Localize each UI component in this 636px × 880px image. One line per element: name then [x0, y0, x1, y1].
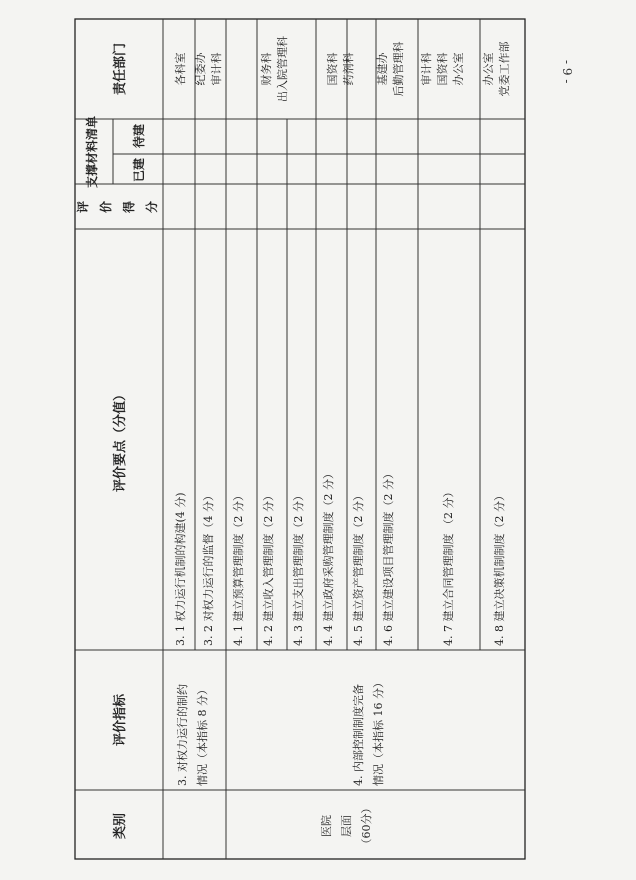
indicator-text: 4. 内部控制制度完备: [352, 684, 365, 786]
header-built: 已建: [132, 157, 146, 183]
category-text: （60分）: [360, 802, 373, 850]
department-text: 党委工作部: [498, 41, 511, 97]
department-text: 财务科: [260, 52, 273, 86]
department-text: 审计科: [210, 52, 223, 86]
key-point-text: 3. 2 对权力运行的监督（4 分）: [202, 490, 215, 646]
header-score: [75, 201, 159, 214]
score-char-2: 价: [99, 200, 113, 213]
key-point-text: 3. 1 权力运行机制的构建(4 分): [174, 492, 187, 646]
department-text: 药剂科: [342, 52, 355, 86]
header-indicator: 评价指标: [113, 693, 128, 747]
department-text: 各科室: [174, 52, 187, 86]
indicator-text: 情况（本指标 16 分）: [372, 677, 385, 786]
department-text: 后勤管理科: [392, 41, 405, 97]
department-text: 国资科: [326, 52, 339, 86]
indicator-text: 3. 对权力运行的制约: [176, 684, 189, 786]
department-text: 纪委办: [194, 52, 207, 86]
score-char-4: 分: [145, 200, 159, 213]
department-text: 出入院管理科: [276, 36, 289, 102]
key-point-text: 4. 7 建立合同管理制度 （2 分）: [442, 486, 455, 646]
department-text: 办公室: [452, 52, 465, 86]
header-category: 类别: [113, 812, 128, 840]
key-point-text: 4. 6 建立建设项目管理制度（2 分）: [382, 468, 395, 646]
key-point-text: 4. 1 建立预算管理制度（2 分）: [232, 490, 245, 646]
indicator-text: 情况（本指标 8 分）: [196, 684, 209, 786]
header-materials: 支撑材料清单: [85, 115, 99, 189]
score-char-1: 评: [76, 200, 90, 213]
category-text: 层面: [340, 815, 353, 837]
score-char-3: 得: [122, 200, 136, 213]
department-text: 办公室: [482, 52, 495, 86]
header-pending: 待建: [132, 123, 146, 149]
category-text: 医院: [320, 815, 333, 837]
key-point-text: 4. 2 建立收入管理制度（2 分）: [262, 490, 275, 646]
department-text: 国资科: [436, 52, 449, 86]
header-department: 责任部门: [113, 42, 128, 96]
department-text: 审计科: [420, 52, 433, 86]
page-number: - 9 -: [560, 60, 574, 84]
header-key-points: 评价要点（分值）: [113, 387, 128, 493]
key-point-text: 4. 5 建立资产管理制度（2 分）: [352, 490, 365, 646]
table-body: [173, 36, 511, 850]
key-point-text: 4. 8 建立决策机制制度（2 分）: [493, 490, 506, 646]
department-text: 基建办: [376, 52, 389, 86]
key-point-text: 4. 3 建立支出管理制度（2 分）: [292, 490, 305, 646]
key-point-text: 4. 4 建立政府采购管理制度（2 分）: [322, 468, 335, 646]
